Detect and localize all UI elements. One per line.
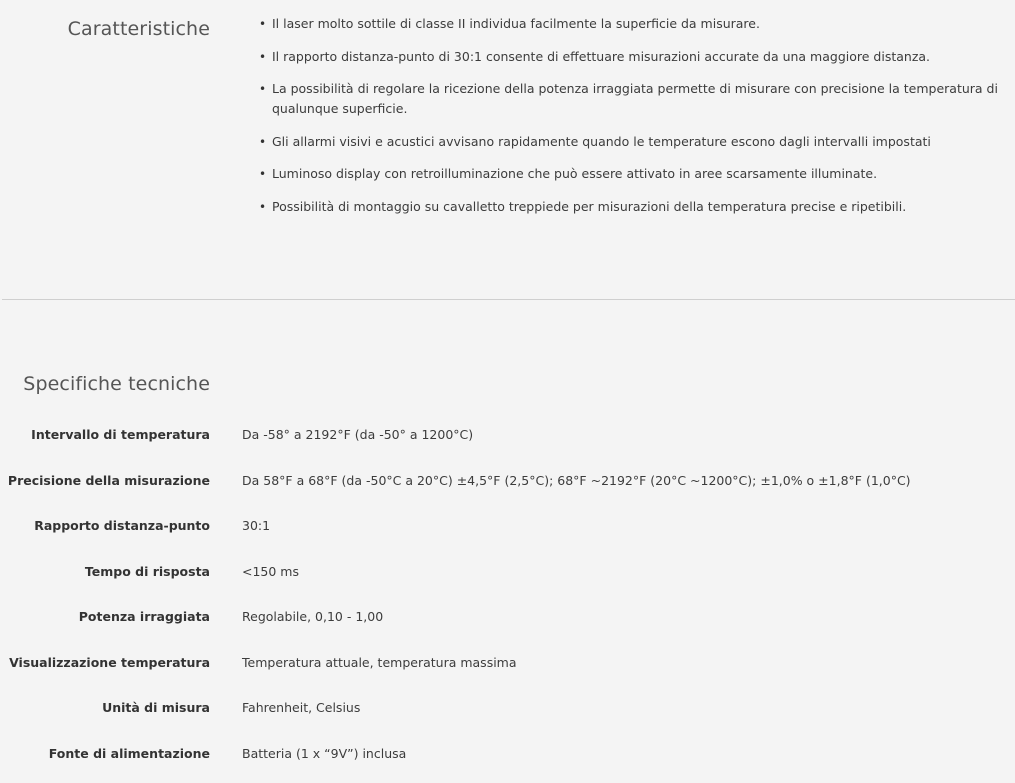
spec-row-response-time [0, 550, 1015, 596]
spec-row-temperature-range [0, 413, 1015, 459]
spec-value: Da -58° a 2192°F (da -50° a 1200°C) [242, 427, 474, 442]
spec-label: Potenza irraggiata [78, 609, 210, 624]
spec-label: Precisione della misurazione [7, 472, 210, 488]
spec-label: Visualizzazione temperatura [9, 654, 210, 670]
spec-row-emissivity [0, 595, 1015, 641]
feature-item [258, 132, 1000, 152]
feature-text: La possibilità di regolare la ricezione della potenza irraggiata permette di misurare con precisione la temperatura di qualunque superficie. [272, 81, 998, 116]
spec-label: Unità di misura [102, 700, 210, 715]
feature-text: Il laser molto sottile di classe II individua facilmente la superficie da misurare. [272, 16, 760, 31]
bullet-icon: • [259, 49, 267, 64]
spec-value: Temperatura attuale, temperatura massima [242, 654, 517, 670]
spec-value: Da 58°F a 68°F (da -50°C a 20°C) ±4,5°F (2,5°C); 68°F ~2192°F (20°C ~1200°C); ±1,0% o ±1,8°F (1,0°C) [242, 472, 911, 488]
specs-section-title: Specifiche tecniche [23, 373, 210, 395]
bullet-icon: • [259, 82, 267, 96]
section-divider [2, 299, 1015, 300]
spec-row-temperature-display [0, 641, 1015, 687]
spec-value: Fahrenheit, Celsius [242, 700, 361, 715]
spec-row-accuracy [0, 459, 1015, 505]
specs-table [0, 413, 1015, 777]
feature-text: Gli allarmi visivi e acustici avvisano rapidamente quando le temperature escono dagli intervalli impostati [272, 133, 931, 149]
feature-item [258, 164, 1000, 184]
feature-text: Il rapporto distanza-punto di 30:1 consente di effettuare misurazioni accurate da una maggiore distanza. [272, 48, 931, 64]
spec-value: Batteria (1 x “9V”) inclusa [242, 745, 407, 761]
spec-label: Tempo di risposta [84, 563, 210, 579]
bullet-icon: • [259, 199, 267, 214]
bullet-icon: • [259, 134, 267, 149]
feature-text: Luminoso display con retroilluminazione che può essere attivato in aree scarsamente illuminate. [272, 166, 878, 181]
spec-row-power-source [0, 732, 1015, 778]
feature-item [258, 79, 1000, 119]
spec-row-units [0, 686, 1015, 732]
features-list [258, 14, 1000, 229]
feature-item [258, 197, 1000, 217]
spec-value: <150 ms [242, 563, 299, 579]
features-section-title: Caratteristiche [67, 18, 210, 40]
bullet-icon: • [259, 167, 267, 181]
bullet-icon: • [259, 17, 267, 31]
feature-item [258, 14, 1000, 34]
spec-label: Rapporto distanza-punto [34, 518, 210, 533]
spec-row-distance-spot-ratio [0, 504, 1015, 550]
spec-label: Fonte di alimentazione [48, 745, 210, 761]
feature-item [258, 47, 1000, 67]
spec-value: 30:1 [242, 518, 271, 533]
feature-text: Possibilità di montaggio su cavalletto treppiede per misurazioni della temperatura precise e ripetibili. [272, 198, 907, 214]
spec-label: Intervallo di temperatura [31, 427, 210, 442]
spec-value: Regolabile, 0,10 - 1,00 [242, 609, 384, 624]
